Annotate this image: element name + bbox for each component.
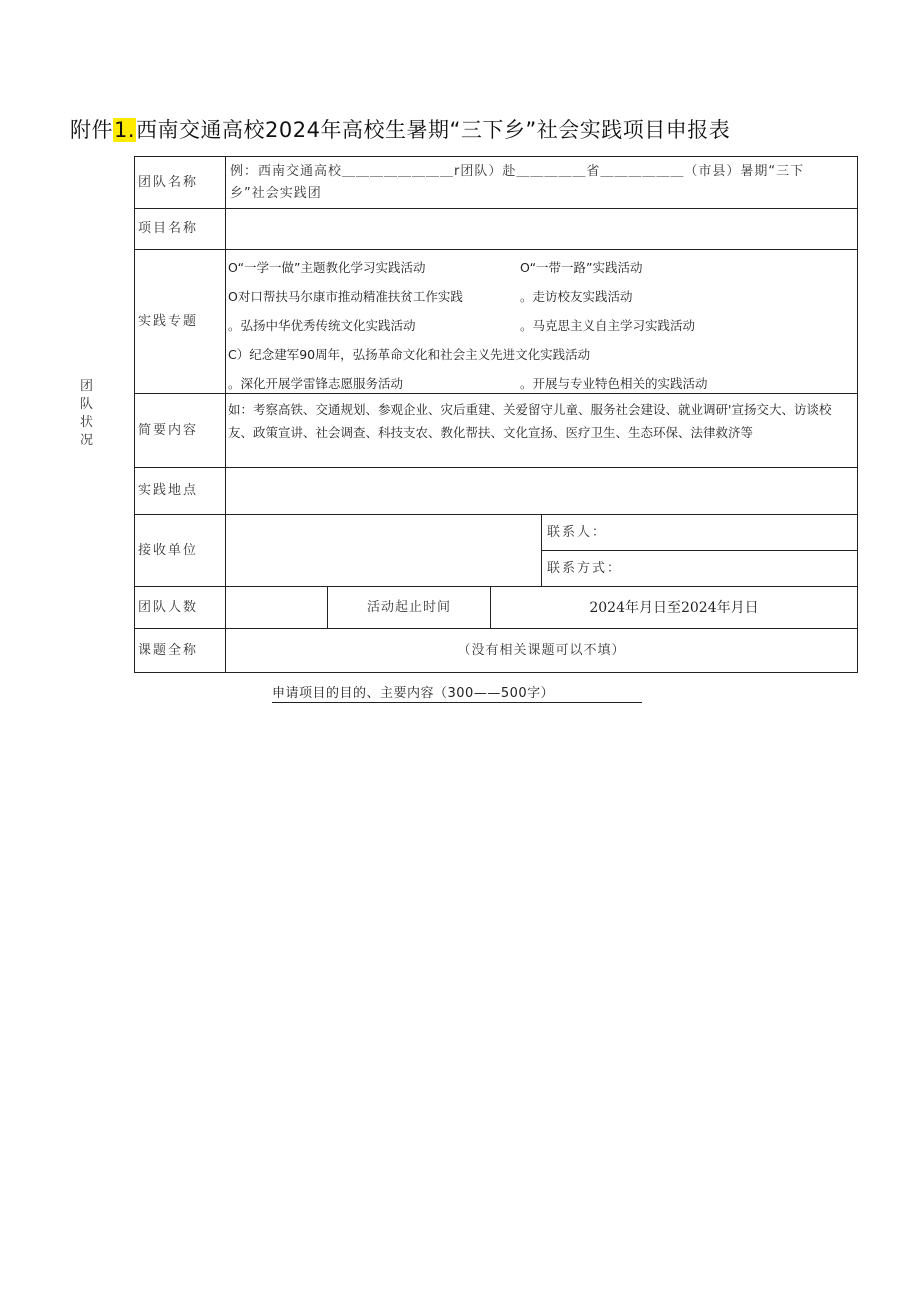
title-number-highlight: 1. xyxy=(114,118,136,142)
topic-option[interactable]: O对口帮扶马尔康市推动精准扶贫工作实践 xyxy=(228,289,463,304)
project-name-field[interactable] xyxy=(225,208,858,250)
side-label-team-status: 团队状况 xyxy=(80,379,96,448)
team-name-field[interactable] xyxy=(225,156,858,209)
topic-option[interactable]: 。走访校友实践活动 xyxy=(520,289,633,304)
topics-label: 实践专题 xyxy=(134,249,226,394)
topic-option[interactable]: 。马克思主义自主学习实践活动 xyxy=(520,318,696,333)
topic-row xyxy=(228,311,855,340)
team-name-line-1: 例：西南交通高校＿＿＿＿＿＿＿＿r团队）赴＿＿＿＿＿省＿＿＿＿＿＿（市县）暑期“三下 xyxy=(230,164,805,179)
purpose-heading: 申请项目的目的、主要内容（300——500字） xyxy=(272,682,642,703)
topic-option[interactable]: 。弘扬中华优秀传统文化实践活动 xyxy=(228,318,416,333)
location-label: 实践地点 xyxy=(134,467,226,515)
topic-option[interactable]: C）纪念建军90周年，弘扬革命文化和社会主义先进文化实践活动 xyxy=(228,347,591,362)
topic-title-field[interactable]: （没有相关课题可以不填） xyxy=(225,628,858,673)
topic-option[interactable]: 。开展与专业特色相关的实践活动 xyxy=(520,376,708,391)
time-range-label: 活动起止时间 xyxy=(327,586,491,629)
team-size-field[interactable] xyxy=(225,586,328,629)
summary-field[interactable]: 如：考察高铁、交通规划、参观企业、灾后重建、关爱留守儿童、服务社会建设、就业调研'宣扬交大、访谈校友、政策宣讲、社会调查、科技支农、教化帮扶、文化宣扬、医疗卫生、生态环保、法律救济等 xyxy=(225,393,858,468)
summary-label: 简要内容 xyxy=(134,393,226,468)
topic-option[interactable]: O“一带一路”实践活动 xyxy=(520,260,643,275)
team-name-line-2: 乡”社会实践团 xyxy=(230,186,322,201)
time-range-field[interactable]: 2024年月日至2024年月日 xyxy=(490,586,858,629)
topic-option[interactable]: O“一学一做”主题教化学习实践活动 xyxy=(228,260,426,275)
topics-options xyxy=(225,249,858,394)
contact-method-field[interactable]: 联系方式： xyxy=(541,550,858,587)
topic-option[interactable]: 。深化开展学雷锋志愿服务活动 xyxy=(228,376,404,391)
location-field[interactable] xyxy=(225,467,858,515)
contact-person-field[interactable]: 联系人： xyxy=(541,514,858,551)
topic-row xyxy=(228,282,855,311)
topic-row xyxy=(228,253,855,282)
team-size-label: 团队人数 xyxy=(134,586,226,629)
team-name-label: 团队名称 xyxy=(134,156,226,209)
receiver-field[interactable] xyxy=(225,514,542,587)
project-name-label: 项目名称 xyxy=(134,208,226,250)
title-text: 西南交通高校2024年高校生暑期“三下乡”社会实践项目申报表 xyxy=(136,118,731,142)
topic-row xyxy=(228,340,855,369)
title-prefix: 附件 xyxy=(70,118,113,142)
topic-title-label: 课题全称 xyxy=(134,628,226,673)
form-title xyxy=(70,114,730,144)
receiver-label: 接收单位 xyxy=(134,514,226,587)
